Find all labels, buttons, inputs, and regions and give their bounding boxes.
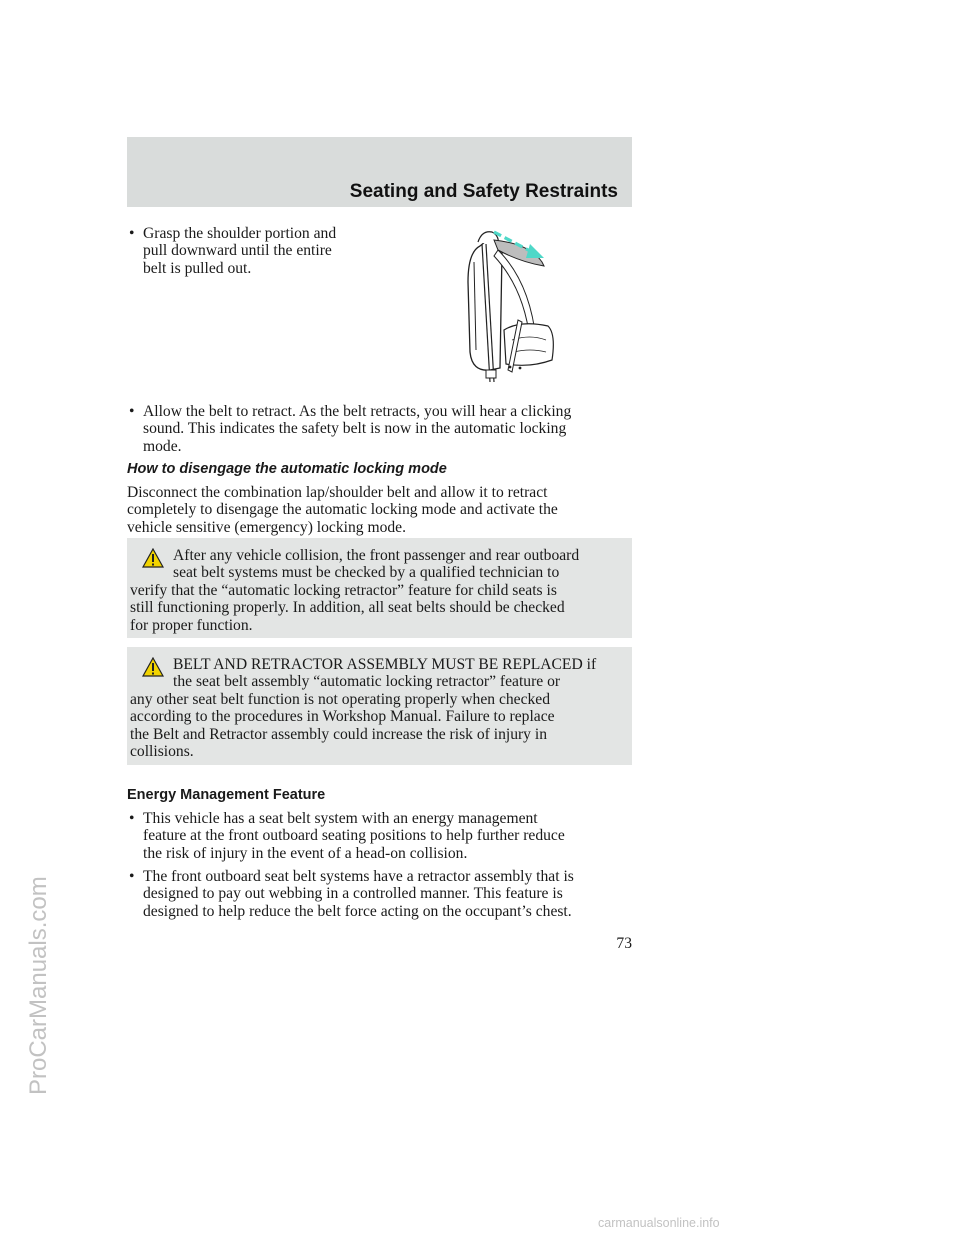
text-line: still functioning properly. In addition, all seat belts should be checked <box>130 599 565 617</box>
section-header-band <box>127 137 632 207</box>
text-line: any other seat belt function is not operating properly when checked <box>130 691 551 708</box>
side-watermark: ProCarManuals.com <box>25 876 52 1095</box>
text-line: completely to disengage the automatic locking mode and activate the <box>127 501 558 519</box>
list-item <box>143 868 574 920</box>
bullet-marker: • <box>129 225 135 242</box>
text-line: BELT AND RETRACTOR ASSEMBLY MUST BE REPLACED if <box>173 656 597 673</box>
text-line: Allow the belt to retract. As the belt retracts, you will hear a clicking <box>143 403 572 420</box>
text-line: collisions. <box>130 743 194 761</box>
text-line: belt is pulled out. <box>143 259 252 277</box>
text-line: mode. <box>143 437 182 455</box>
text-line: designed to pay out webbing in a controlled manner. This feature is <box>143 885 563 903</box>
text-line: for proper function. <box>130 616 253 634</box>
list-item <box>143 403 571 455</box>
text-line: feature at the front outboard seating positions to help further reduce <box>143 827 565 845</box>
subsection-heading: How to disengage the automatic locking mode <box>127 461 447 477</box>
warning-triangle-icon <box>142 548 164 568</box>
page-number: 73 <box>616 935 632 952</box>
list-item <box>143 810 565 862</box>
text-line: the seat belt assembly “automatic locking retractor” feature or <box>173 673 561 691</box>
bullet-marker: • <box>129 810 135 827</box>
paragraph <box>127 484 558 536</box>
warning-box <box>127 647 632 765</box>
list-item <box>143 225 336 277</box>
text-line: seat belt systems must be checked by a qualified technician to <box>173 564 560 582</box>
text-line: Grasp the shoulder portion and <box>143 225 337 242</box>
text-line: the Belt and Retractor assembly could increase the risk of injury in <box>130 725 548 743</box>
warning-text-indented <box>173 656 596 691</box>
warning-text <box>130 691 555 761</box>
text-line: The front outboard seat belt systems have a retractor assembly that is <box>143 868 574 885</box>
text-line: sound. This indicates the safety belt is now in the automatic locking <box>143 420 567 438</box>
warning-triangle-icon <box>142 657 164 677</box>
section-title: Seating and Safety Restraints <box>349 181 618 202</box>
warning-text-indented <box>173 547 579 582</box>
bullet-marker: • <box>129 403 135 420</box>
warning-box <box>127 538 632 638</box>
text-line: the risk of injury in the event of a head-on collision. <box>143 844 468 862</box>
text-line: pull downward until the entire <box>143 242 332 260</box>
text-line: according to the procedures in Workshop Manual. Failure to replace <box>130 708 555 726</box>
text-line: verify that the “automatic locking retractor” feature for child seats is <box>130 582 557 599</box>
text-line: vehicle sensitive (emergency) locking mode. <box>127 518 407 536</box>
text-line: After any vehicle collision, the front passenger and rear outboard <box>173 547 580 564</box>
footer-watermark: carmanualsonline.info <box>598 1216 720 1230</box>
text-line: Disconnect the combination lap/shoulder belt and allow it to retract <box>127 484 548 501</box>
seat-belt-illustration <box>460 222 570 390</box>
subsection-heading: Energy Management Feature <box>127 787 326 803</box>
text-line: designed to help reduce the belt force acting on the occupant’s chest. <box>143 902 572 920</box>
warning-text <box>130 582 565 634</box>
bullet-marker: • <box>129 868 135 885</box>
text-line: This vehicle has a seat belt system with an energy management <box>143 810 538 827</box>
